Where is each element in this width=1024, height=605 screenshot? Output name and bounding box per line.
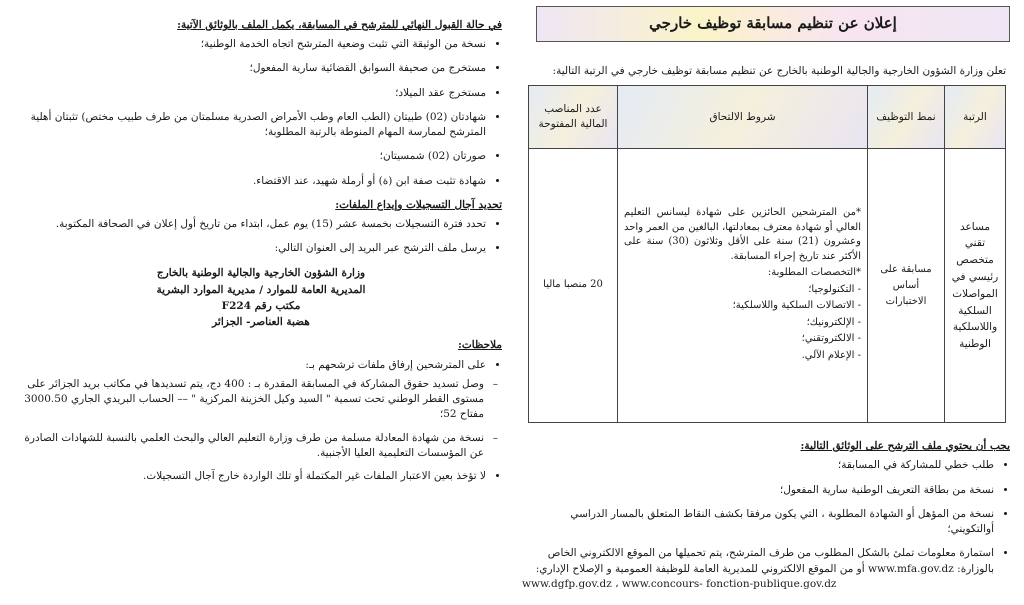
cell-count: 20 منصبا ماليا <box>529 149 618 423</box>
file-contents-list <box>522 458 1010 576</box>
final-acceptance-list <box>20 37 502 189</box>
file-contents-heading: يجب أن يحتوي ملف الترشح على الوثائق التالية: <box>800 440 1010 453</box>
list-item: • تحدد فترة التسجيلات بخمسة عشر (15) يوم عمل، ابتداء من تاريخ أول إعلان في الصحافة المكتوبة. <box>20 217 486 232</box>
notes-final: • لا تؤخذ بعين الاعتبار الملفات غير المكتملة أو تلك الواردة خارج آجال التسجيلات. <box>20 469 486 484</box>
notes-final-list <box>20 469 502 484</box>
header-mode: نمط التوظيف <box>868 86 945 149</box>
registration-list <box>20 217 502 256</box>
list-item: – نسخة من شهادة المعادلة مسلمة من طرف وزارة التعليم العالي والبحث العلمي بالنسبة للشهادات الصادرة عن المؤسسات التعليمية العليا الأجنبية. <box>20 431 498 461</box>
list-item: • نسخة من الوثيقة التي تثبت وضعية المترشح اتجاه الخدمة الوطنية؛ <box>20 37 486 52</box>
list-item: • طلب خطي للمشاركة في المسابقة؛ <box>522 458 994 473</box>
specialties-title: *التخصصات المطلوبة: <box>767 267 861 279</box>
list-item: – وصل تسديد حقوق المشاركة في المسابقة المقدرة بـ : 400 دج، يتم تسديدها في مكاتب بريد الجزائر على مستوى القطر الوطني تحت تسمية " السيد وكيل الخزينة المركزية " –– الحساب البريدي الجاري 3000.50 مفتاح 52؛ <box>20 377 498 423</box>
list-item: • صورتان (02) شمسيتان؛ <box>20 149 486 164</box>
specialty-item: - التكنولوجيا؛ <box>808 283 861 295</box>
positions-table <box>528 85 1006 423</box>
list-item: • يرسل ملف الترشح عبر البريد إلى العنوان التالي: <box>20 241 486 256</box>
list-item: • مستخرج عقد الميلاد؛ <box>20 86 486 101</box>
table-header-row <box>529 86 1006 149</box>
header-conditions: شروط الالتحاق <box>618 86 868 149</box>
left-column <box>20 6 502 493</box>
websites-line: www.dgfp.gov.dz ، www.concours- fonction-publique.gov.dz <box>522 577 837 590</box>
notes-list <box>20 358 502 373</box>
address-line: هضبة العناصر- الجزائر <box>212 316 310 329</box>
notes-heading: ملاحظات: <box>458 339 502 352</box>
list-item: • شهادة تثبت صفة ابن (ة) أو أرملة شهيد، عند الاقتضاء. <box>20 174 486 189</box>
address-line: المديرية العامة للموارد / مديرية الموارد البشرية <box>156 283 366 296</box>
list-item: • نسخة من بطاقة التعريف الوطنية سارية المفعول؛ <box>522 483 994 498</box>
announcement-intro: تعلن وزارة الشؤون الخارجية والجالية الوطنية بالخارج عن تنظيم مسابقة توظيف خارجي في الرتبة التالية: <box>552 65 1006 77</box>
list-item: • مستخرج من صحيفة السوابق القضائية سارية المفعول؛ <box>20 61 486 76</box>
notes-dash-list <box>20 377 502 461</box>
conditions-text: *من المترشحين الحائزين على شهادة ليسانس التعليم العالي أو شهادة معترف بمعادلتها، البالغين من العمر واحد وعشرون (21) سنة على الأقل وثلاثون (30) سنة على الأكثر عند تاريخ إجراء المسابقة. <box>624 207 861 262</box>
header-count: عدد المناصب المالية المفتوحة <box>529 86 618 149</box>
final-acceptance-heading: في حالة القبول النهائي للمترشح في المسابقة، يكمل الملف بالوثائق الآتية: <box>177 19 502 31</box>
specialty-item: - الالكتروتقني؛ <box>801 333 861 345</box>
table-row <box>529 149 1006 423</box>
file-contents-section <box>522 439 1010 592</box>
address-line: وزارة الشؤون الخارجية والجالية الوطنية بالخارج <box>156 267 366 280</box>
specialty-item: - الإلكترونيك؛ <box>806 316 861 328</box>
postal-address <box>20 265 502 330</box>
list-item: • استمارة معلومات تملئ بالشكل المطلوب من طرف المترشح، يتم تحميلها من الموقع الالكتروني الخاص بالوزارة: www.mfa.gov.dz أو من الموقع الالكتروني للمديرية العامة للوظيفة العمومية و الإصلاح الإداري: <box>522 546 994 576</box>
header-rank: الرتبة <box>945 86 1006 149</box>
announcement-title: إعلان عن تنظيم مسابقة توظيف خارجي <box>536 6 1010 42</box>
list-item: • نسخة من المؤهل أو الشهادة المطلوبة ، التي يكون مرفقا بكشف النقاط المتعلق بالمسار الدراسي أوالتكويني؛ <box>522 507 994 537</box>
list-item: • شهادتان (02) طبيتان (الطب العام وطب الأمراض الصدرية مسلمتان من طرف طبيب مختص) تثبتان أهلية المترشح لممارسة المهام المنوطة بالرتبة المطلوبة؛ <box>20 110 486 140</box>
specialty-item: - الاتصالات السلكية واللاسلكية؛ <box>732 300 861 312</box>
specialty-item: - الإعلام الآلي. <box>801 349 861 361</box>
registration-heading: تحديد آجال التسجيلات وإيداع الملفات: <box>335 198 502 211</box>
cell-mode: مسابقة على أساس الاختبارات <box>868 149 945 423</box>
right-column <box>522 6 1010 592</box>
notes-intro: • على المترشحين إرفاق ملفات ترشحهم بـ: <box>20 358 486 373</box>
cell-conditions <box>618 149 868 423</box>
address-line: مكتب رقم F224 <box>221 299 301 312</box>
cell-rank: مساعد تقني متخصص رئيسي في المواصلات السلكية واللاسلكية الوطنية <box>945 149 1006 423</box>
